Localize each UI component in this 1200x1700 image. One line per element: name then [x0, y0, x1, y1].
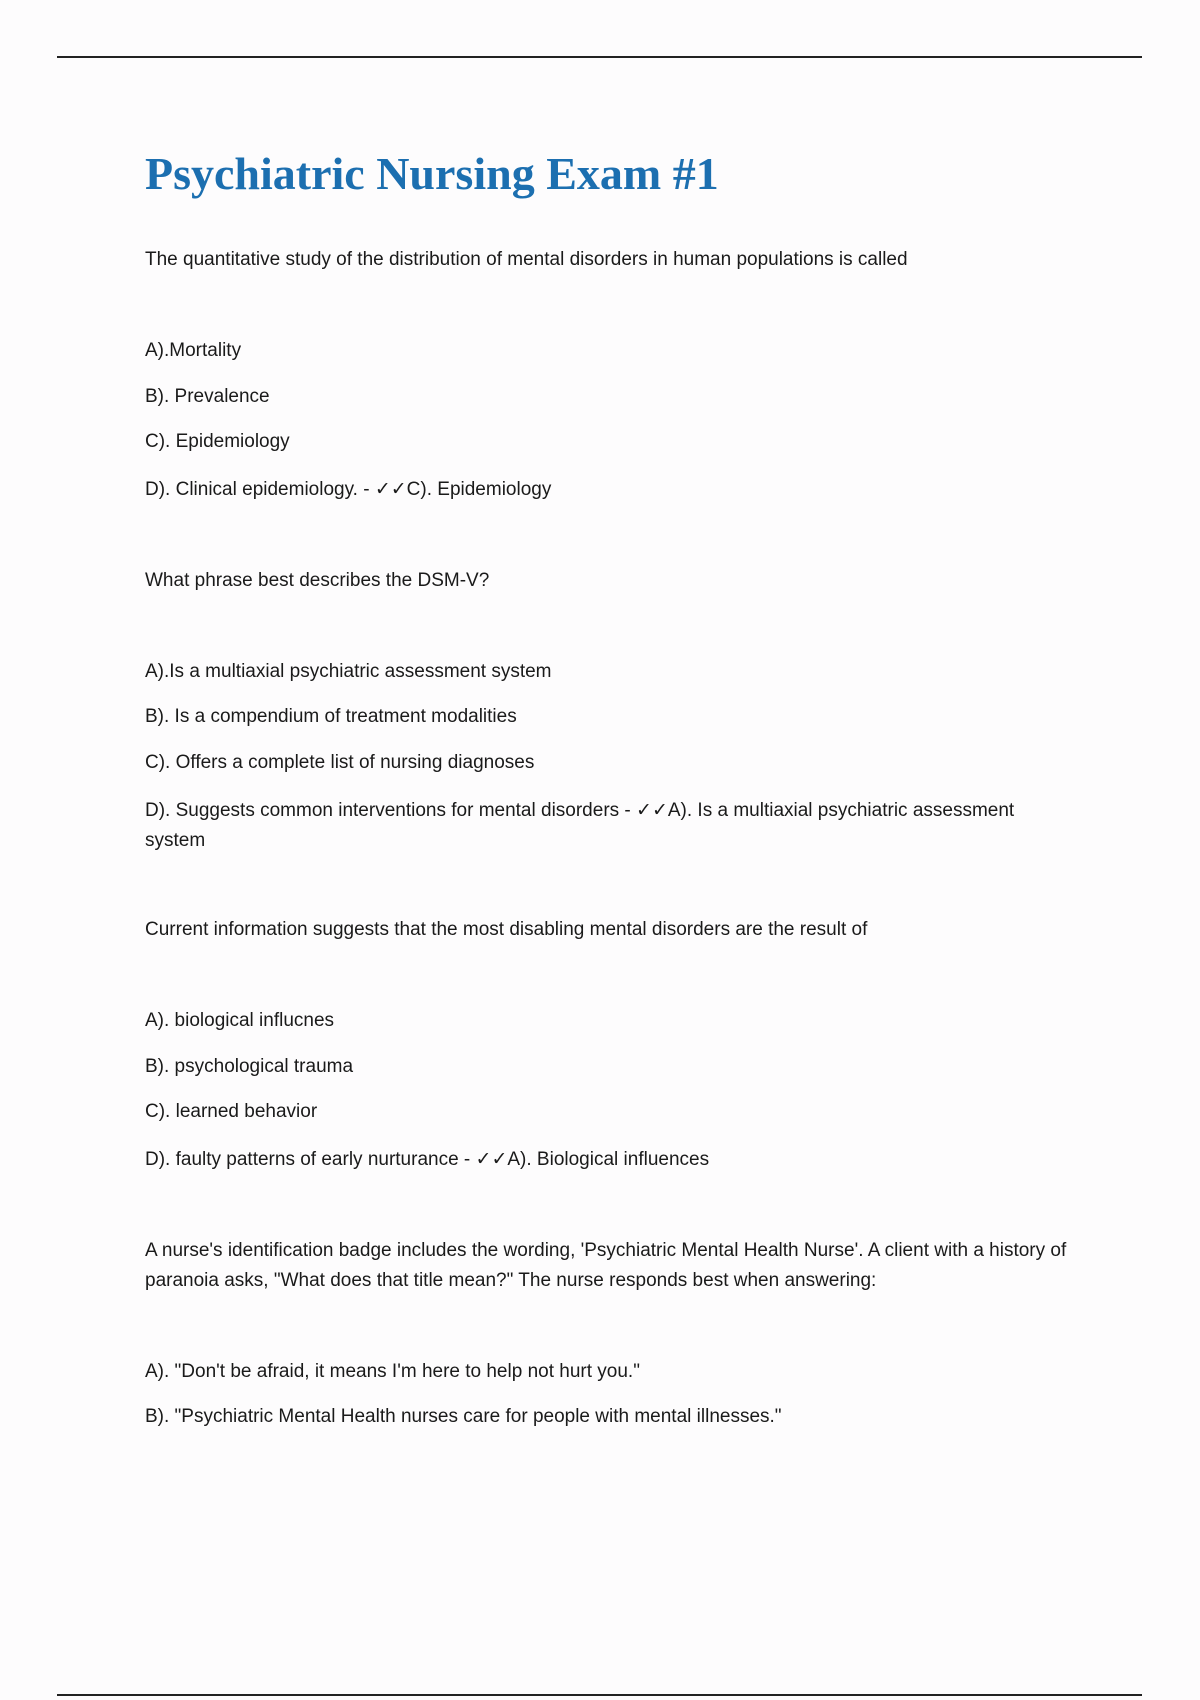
question-2-option-a: A).Is a multiaxial psychiatric assessment system — [145, 661, 552, 682]
question-2-option-c: C). Offers a complete list of nursing diagnoses — [145, 752, 535, 773]
top-rule — [57, 56, 1142, 58]
question-3-option-c: C). learned behavior — [145, 1101, 318, 1122]
question-2-text: What phrase best describes the DSM-V? — [145, 570, 490, 591]
question-1-option-d-answer: D). Clinical epidemiology. - ✓✓C). Epidemiology — [145, 479, 552, 500]
bottom-rule — [57, 1694, 1142, 1696]
question-3-option-a: A). biological influcnes — [145, 1010, 335, 1031]
question-1-text: The quantitative study of the distribution of mental disorders in human populations is called — [145, 249, 908, 270]
question-4-text: A nurse's identification badge includes the wording, 'Psychiatric Mental Health Nurse'. A client with a history of paranoia asks, "What does that title mean?" The nurse responds best when answering: — [145, 1240, 1067, 1291]
question-4-option-a: A). "Don't be afraid, it means I'm here to help not hurt you." — [145, 1361, 640, 1382]
question-3-option-b: B). psychological trauma — [145, 1056, 354, 1077]
question-2-option-d-answer: D). Suggests common interventions for mental disorders - ✓✓A). Is a multiaxial psychiatric assessment system — [145, 800, 1015, 851]
question-4-option-b: B). "Psychiatric Mental Health nurses care for people with mental illnesses." — [145, 1406, 782, 1427]
question-2-option-b: B). Is a compendium of treatment modalities — [145, 706, 517, 727]
question-1-option-c: C). Epidemiology — [145, 431, 290, 452]
question-1-option-b: B). Prevalence — [145, 386, 270, 407]
question-3-text: Current information suggests that the most disabling mental disorders are the result of — [145, 919, 868, 940]
page-title: Psychiatric Nursing Exam #1 — [145, 148, 719, 199]
question-1-option-a: A).Mortality — [145, 340, 242, 361]
question-3-option-d-answer: D). faulty patterns of early nurturance - ✓✓A). Biological influences — [145, 1149, 710, 1170]
